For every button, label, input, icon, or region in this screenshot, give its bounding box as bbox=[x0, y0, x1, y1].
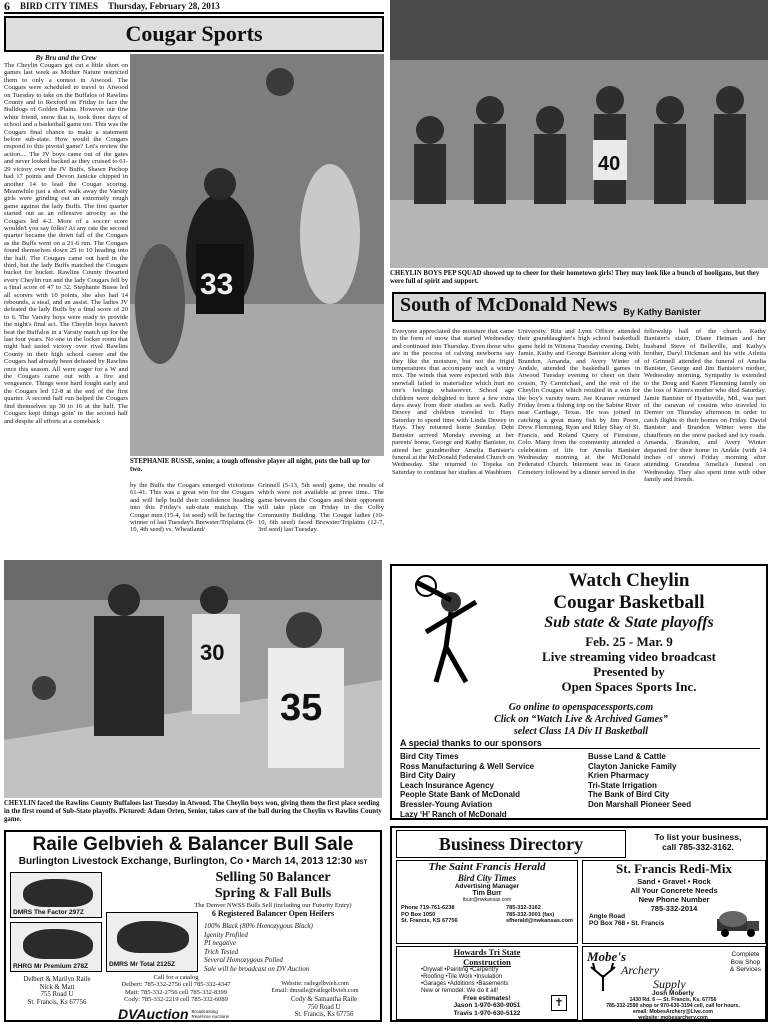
sponsor-item: Lazy ‘H’ Ranch of McDonald bbox=[400, 809, 507, 819]
mcdonald-news-header bbox=[392, 292, 766, 322]
jersey-30: 30 bbox=[200, 640, 225, 665]
cougar-text-3: Grinnell (5-13, 5th seed) game, the results of which were not available at press time.. The game between the Cougars and their opponent will take place on Friday in the Colby Community Building. The Cougar ladies (10-10, 6th seed) faced Brewster/Triplains (12-7, 3rd seed) last Tuesday. bbox=[258, 482, 384, 534]
dvauction-logo: DVAuction Broadcasting Real-time Auctions bbox=[118, 1006, 230, 1022]
basketball-icon bbox=[266, 68, 294, 96]
jersey-40: 40 bbox=[598, 153, 621, 175]
watch-dates: Feb. 25 - Mar. 9 bbox=[585, 634, 673, 649]
sponsor-item: The Bank of Bird City bbox=[588, 790, 670, 800]
mcdonald-news-title: South of McDonald News bbox=[400, 294, 618, 316]
cross-icon: ✝ bbox=[551, 995, 567, 1011]
watch-go-online[interactable]: Go online to openspacessports.com bbox=[508, 702, 654, 713]
jersey-35: 35 bbox=[280, 687, 323, 729]
bull-photo-2: RHRG Mr Premium 278Z bbox=[10, 922, 102, 972]
busse-photo-caption: STEPHANIE BUSSE, senior, a tough offensive player all night, puts the ball up for two. bbox=[130, 458, 371, 473]
pep-squad-photo bbox=[390, 0, 768, 268]
biz-title: Business Directory bbox=[396, 830, 626, 858]
basketball-icon bbox=[32, 676, 56, 700]
biz-card-redimix: St. Francis Redi-Mix Sand • Gravel • Rock All Your Concrete Needs New Phone Number 785-332-2014 Angle Road PO Box 768 • St. Francis bbox=[582, 860, 766, 944]
pep-squad-caption: CHEYLIN BOYS PEP SQUAD showed up to cheer for their hometown girls! They may look like a bunch of hooligans, but they were full of spirit and support. bbox=[390, 270, 760, 285]
cougar-text-1: The Cheylin Cougars got cut a little short on games last week as Mother Nature restricted them to only a contest in Atwood. The Cougars were scheduled to travel to Atwood on Tuesday to take on the Buffalos of Rawlins County and to Rexford on Friday to face the Bulldogs of Golden Plains. However our fine white friend, snow that is, took three days of school and a basketball game too. This was the Cougars final chance to make a statement before sub-state. How would the Cougars respond to this pivotal game? Let's review the action.... The JV boys came out of the gates and never looked backed as they cruised to 61-29 victory over the JV Buffs. Shawn Pochop had 17 points and Devon Janicke chipped in another 14 to lead the Cougar scoring. Meanwhile just a short walk away the Varsity girls were grinding out an extremely rough game against the lady Buffs. The first quarter started out as an offensive atrocity as the Cougars led 4-2. More of a soccer score wouldn't you say folks? At any rate the second quarter became the down fall of the Cougars as the Buffs went on a 21-6 run. The Cougars found themselves down 25 to 10 heading into the half. The Cougars came out hard in the third, but the lady Buffs matched the Cougars bucket for bucket. Rawlins County thwarted every Cheylin run and the lady Cougars fell by a final score of 47 to 32. Stephanie Busse led all scorers with 10 points, she also had 14 rebounds, a steal, and an assist. The ladies JV defeated the lady Buffs by a final score of 20 to 6. The Varsity boys were ready to provide the night's final act. The Cheylin boys haven't beat the Buffalos in a Varsity match up for the last four years. No one in the locker room that night had tasted victory over rival Rawlins County in their high school career and the Cougars had already been defeated by Rawlins once this season. All were eager for a W and the Cougars came out with a fire and vengeance. Things were hard fought early and the Cougars led 12-8 at the end of the first quarter. A second half run helped the Cougars find themselves up 30 to 16 at the half. The Cougars kept things goin' in the second half and despite all efforts at a comeback bbox=[4, 62, 128, 425]
sponsor-item: Bressler-Young Aviation bbox=[400, 799, 493, 809]
issue-date: Thursday, February 28, 2013 bbox=[108, 1, 220, 11]
mcdonald-byline: By Kathy Banister bbox=[623, 307, 701, 317]
watch-presented: Presented by bbox=[593, 664, 665, 679]
pep-squad-art bbox=[390, 0, 768, 268]
antler-icon bbox=[585, 963, 621, 993]
dunk-player-icon bbox=[396, 572, 506, 692]
sponsor-item: Don Marshall Pioneer Seed bbox=[588, 799, 692, 809]
business-directory bbox=[390, 826, 768, 1022]
sponsor-item: Clayton Janicke Family bbox=[588, 761, 677, 771]
mcdonald-text-2: University. Rita and Lynn Officer attended their granddaughter's high school basketball game held in Winona Tuesday evening. Debi, Jamie, Kathy and George Banister along with Brandon, Amanda, and Avery Winter of Andale, attended the basketball games in Atwood Tuesday evening to cheer on their cousin, Ty Carmichael, and the rest of the Cheylin Cougars which resulted in a win for the boy's varsity team. Joe Kramer returned Friday from a fishing trip on the Sabine River near Carthage, Texas. He was joined in catching a great many fish by Jim Poore, Drew Flemming, Ryan and Riley Shay of St. Francis, and Roland Query of Firestone, Colo. Many from the community attended a celebration of life for Amelia Banister Wednesday morning at the McDonald Federated Church. Interment was in Grace Cemetery followed by a dinner served in the bbox=[518, 328, 640, 476]
watch-title-1: Watch Cheylin bbox=[568, 570, 690, 591]
raile-contacts: Call for a catalog Delbert: 785-332-2756 cell 785-332-4347 Matt: 785-332-2756 cell 785-332-8399 Cody: 785-332-2219 cell 785-332-6089 bbox=[121, 974, 231, 1004]
mcdonald-text-1: Everyone appreciated the moisture that came in the form of snow that started Wednesday and continued into Thursday. Even those who are in the process of calving newborns say they like the moisture, but not the frigid temperatures that accompany such a wintry mix. The winds that were expected with this snowfall failed to materialize which hurt no one's feelings whatsoever. School age children were delighted to have a few extra days away from their studies as well. Kelly Dewey and children traveled to Hays Saturday to spend time with Linda Dewey in Hays. They returned home Sunday. Debi Banister arrived Monday evening at her parents' home, George and Kathy Banister, to attend her grandmother Amelia Banister's funeral at the McDonald Federated Church on Wednesday. She returned to Topeka on Saturday to continue her studies at Washburn bbox=[392, 328, 514, 476]
biz-card-howards: Howards Tri State Construction •Drywall •Painting •Carpentry •Roofing •Tile Work •Insulation •Garages •Additions •Basements New or remodel: We do it all! Free estimates! Jason 1-970-630-9051 Travis 1-970-630-5122 ✝ bbox=[396, 946, 578, 1020]
sponsor-item: Tri-State Irrigation bbox=[588, 780, 657, 790]
cougar-sports-header bbox=[4, 16, 384, 52]
sponsor-item: Krien Pharmacy bbox=[588, 771, 649, 781]
watch-click: Click on “Watch Live & Archived Games” bbox=[494, 714, 668, 725]
paper-name: BIRD CITY TIMES bbox=[20, 1, 99, 11]
raile-selling: Selling 50 Balancer Spring & Fall Bulls The Denver NWSS Bulls Sell (including our Futurity Entry) 6 Registered Balancer Open Heifers bbox=[194, 870, 352, 918]
rawlins-game-art bbox=[4, 560, 382, 798]
sponsor-item: Bird City Times bbox=[400, 752, 459, 761]
sponsor-item: Leach Insurance Agency bbox=[400, 780, 494, 790]
raile-bull-sale-ad bbox=[4, 830, 382, 1022]
watch-select: select Class 1A Div II Basketball bbox=[513, 726, 649, 737]
sponsor-list-right bbox=[588, 752, 764, 810]
watch-thanks: A special thanks to our sponsors bbox=[400, 738, 760, 749]
mcdonald-text-3: fellowship hall of the church. Kathy Banister's sister, Diane Heiman and her husband Steve of Belleville, and Kathy's brother, Daryl Dickman and his wife Arletta of Grinnell attended the funeral of Amelia Banister, George and Jim Banister's mother, Wednesday morning. Sympathy is extended to the Doug and Karen Flemming family on the loss of Karen's mother who died Saturday. Jamie Banister of Hyattsville, Md., was part of the caravan of cousins who traveled to Denver on Thursday afternoon in order to catch flights to their homes on Friday. David Banister and Brandon Winter were the chauffeurs on the snow packed and icy roads. Amanda, Brandon, and Avery Winter departed for their home in Andale (with 14 inches of snow) Friday morning after attending Grandma Amelia's funeral on Wednesday. They also spent time with other family and friends. bbox=[644, 328, 766, 484]
sponsor-item: Ross Manufacturing & Well Service bbox=[400, 761, 535, 771]
raile-bullets: 100% Black (80% Homozygous Black) Igenity Profiled PI negative Trich Tested Several Homozygous Polled Sale will be broadcast on DV Auction bbox=[204, 922, 313, 973]
biz-list-info: To list your business, call 785-332-3162. bbox=[654, 832, 742, 852]
raile-address-1: Delbert & Marilyn Raile Nick & Matt 755 Road U St. Francis, Ks 67756 bbox=[23, 976, 91, 1006]
raile-title: Raile Gelbvieh & Balancer Bull Sale bbox=[32, 834, 354, 855]
cougar-byline: By Bru and the Crew bbox=[35, 54, 97, 62]
biz-card-herald: The Saint Francis Herald Bird City Times Advertising Manager Tim Burr tburr@nwkansas.com Phone 719-761-6238 PO Box 1050 St. Francis, KS 67756 785-332-3162 785-332-3001 (fax) sfherald@nwkansas.com bbox=[396, 860, 578, 944]
jersey-33: 33 bbox=[200, 268, 234, 301]
watch-sponsor: Open Spaces Sports Inc. bbox=[561, 679, 697, 694]
watch-cheylin-ad bbox=[390, 564, 768, 820]
mixer-truck-icon bbox=[715, 909, 761, 939]
bull-photo-3: DMRS Mr Total 2125Z bbox=[106, 912, 198, 972]
busse-photo bbox=[130, 54, 384, 456]
watch-live: Live streaming video broadcast bbox=[542, 649, 716, 664]
bull-photo-1: DMRS The Factor 297Z bbox=[10, 872, 102, 918]
cougar-column-1 bbox=[4, 54, 128, 552]
busse-photo-art bbox=[130, 54, 384, 456]
rawlins-game-caption: CHEYLIN faced the Rawlins County Buffaloes last Tuesday in Atwood. The Cheylin boys won, giving them the first place seeding in the first round of Sub-State playoffs. Pictured: Adam Orten, Senior, takes care of the ball during the Cheylin vs Rawlins County game. bbox=[4, 800, 382, 823]
page-folio bbox=[4, 0, 384, 14]
raile-web: Website: railegelbvieh.com Email: dmraile@railegelbvieh.com bbox=[271, 980, 359, 995]
sponsor-item: Busse Land & Cattle bbox=[588, 752, 666, 761]
cougar-sports-title: Cougar Sports bbox=[125, 21, 263, 46]
watch-title-2: Cougar Basketball bbox=[553, 592, 705, 613]
watch-subtitle: Sub state & State playoffs bbox=[544, 614, 714, 631]
biz-card-mobes: Mobe's Archery Supply Complete Bow Shop & Services Josh Moberly 1430 Rd. 6 — St. Francis, Ks. 67756 785-332-2590 shop or 970-630-3194 cell, call for hours. email: MobesArchery@Live.com website: mobesarchery.com bbox=[582, 946, 766, 1020]
page-number: 6 bbox=[4, 0, 10, 13]
rawlins-game-photo bbox=[4, 560, 382, 798]
raile-address-2: Cody & Samantha Raile 750 Road U St. Francis, Ks 67756 bbox=[290, 996, 358, 1019]
raile-subtitle: Burlington Livestock Exchange, Burlington, Co • March 14, 2013 12:30 MST bbox=[18, 856, 368, 867]
cougar-text-2: by the Buffs the Cougars emerged victorious 61-41. This was a great win for the Cougars and will help build their confidence heading into this Friday's sub-state matchup. The Cougar men (15-4, 1st seed) will be facing the winner of last Tuesday's Brewster/Triplains (9-10, 4th seed) vs. Wheatland/ bbox=[130, 482, 254, 534]
sponsor-item: People State Bank of McDonald bbox=[400, 790, 521, 800]
sponsor-item: Bird City Dairy bbox=[400, 771, 456, 781]
sponsor-list-left bbox=[400, 752, 586, 819]
